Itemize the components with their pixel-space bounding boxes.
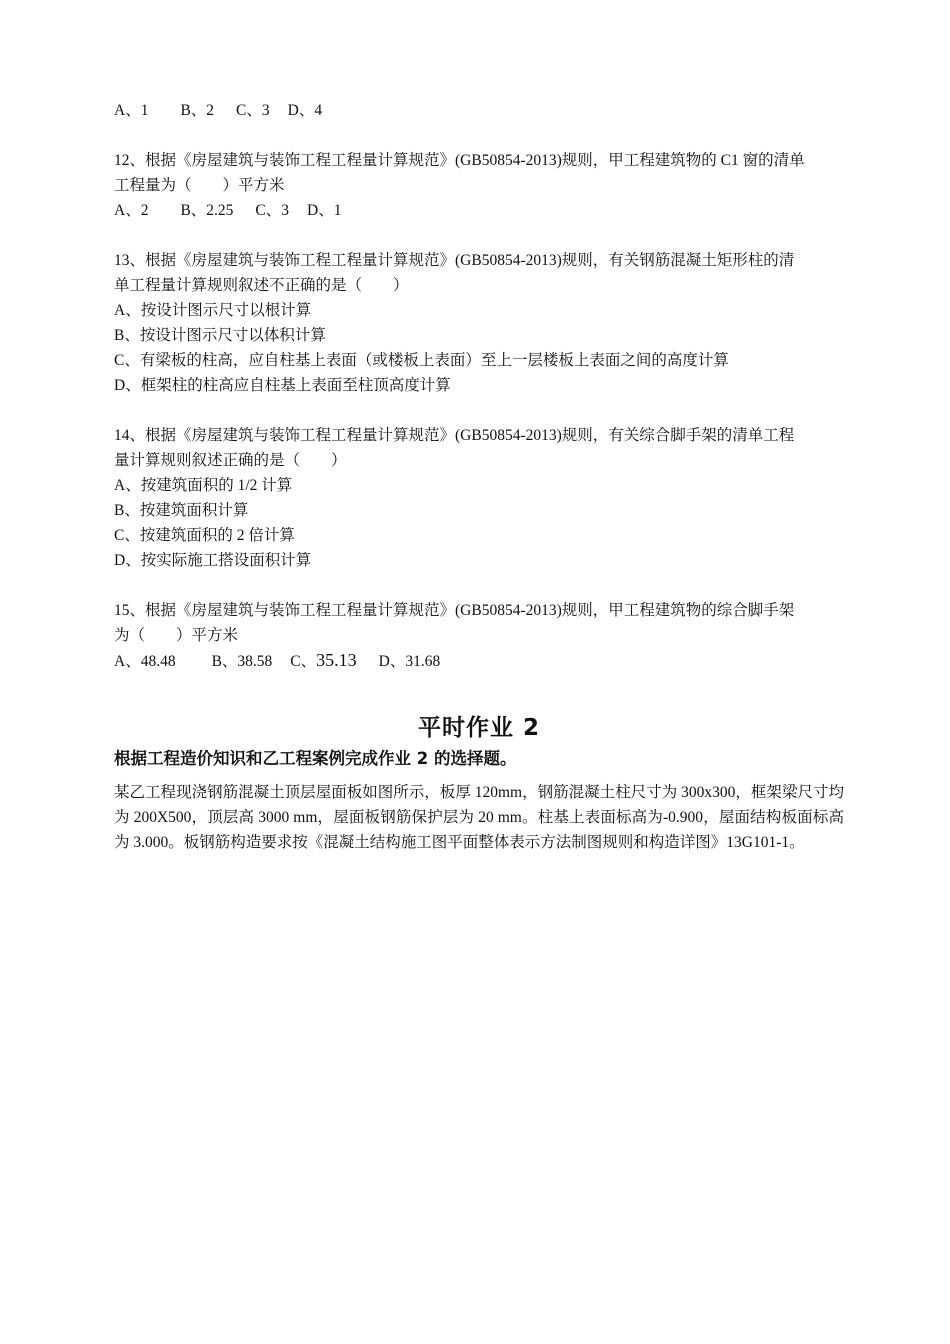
q13-option-d: D、框架柱的柱高应自柱基上表面至柱顶高度计算: [114, 377, 451, 394]
q15-option-d: D、31.68: [378, 653, 441, 670]
q15-options: [114, 648, 844, 674]
q15-stem-line1: 15、根据《房屋建筑与装饰工程工程量计算规范》(GB50854-2013)规则，甲工程建筑物的综合脚手架: [114, 602, 795, 619]
q14-option-a: A、按建筑面积的 1/2 计算: [114, 477, 293, 494]
document-page: [114, 98, 844, 855]
q14-option-d: D、按实际施工搭设面积计算: [114, 552, 312, 569]
q13-option-c: C、有梁板的柱高，应自柱基上表面（或楼板上表面）至上一层楼板上表面之间的高度计算: [114, 352, 729, 369]
q11-option-b: B、2: [180, 102, 215, 119]
q12-option-b: B、2.25: [180, 202, 234, 219]
q12-option-a: A、2: [114, 202, 149, 219]
q14-stem-line1: 14、根据《房屋建筑与装饰工程工程量计算规范》(GB50854-2013)规则，有关综合脚手架的清单工程: [114, 427, 795, 444]
q13-option-a: A、按设计图示尺寸以根计算: [114, 302, 312, 319]
q12-option-d: D、1: [307, 202, 342, 219]
q13-stem-line1: 13、根据《房屋建筑与装饰工程工程量计算规范》(GB50854-2013)规则，有关钢筋混凝土矩形柱的清: [114, 252, 795, 269]
q12-option-c: C、3: [255, 202, 290, 219]
q12-stem-line1: 12、根据《房屋建筑与装饰工程工程量计算规范》(GB50854-2013)规则，甲工程建筑物的 C1 窗的清单: [114, 152, 805, 169]
section-title: 平时作业 2: [417, 715, 540, 741]
q11-option-c: C、3: [236, 102, 270, 119]
q15-option-c-value: 35.13: [316, 650, 357, 670]
q14-option-c: C、按建筑面积的 2 倍计算: [114, 527, 295, 544]
q11-option-d: D、4: [287, 102, 323, 119]
q11-options: [114, 98, 844, 123]
q14-option-b: B、按建筑面积计算: [114, 502, 249, 519]
q14-stem-line2: 量计算规则叙述正确的是（ ）: [114, 452, 347, 469]
q11-option-a: A、1: [114, 102, 149, 119]
q15-option-b: B、38.58: [211, 653, 273, 670]
q13-stem-line2: 单工程量计算规则叙述不正确的是（ ）: [114, 277, 409, 294]
q15-option-c-label: C、: [290, 653, 317, 670]
q15-stem-line2: 为（ ）平方米: [114, 627, 239, 644]
q12-stem-line2: 工程量为（ ）平方米: [114, 177, 285, 194]
q12-options: [114, 198, 844, 223]
section-subtitle: 根据工程造价知识和乙工程案例完成作业 2 的选择题。: [114, 749, 517, 768]
case-paragraph: 某乙工程现浇钢筋混凝土顶层屋面板如图所示，板厚 120mm，钢筋混凝土柱尺寸为 300x300，框架梁尺寸均为 200X500，顶层高 3000 mm，屋面板钢筋保护层为 20 mm。柱基上表面标高为-0.900，屋面结构板面标高为 3.000。板钢筋构造要求按《混凝土结构施工图平面整体表示方法制图规则和构造详图》13G101-1。: [114, 784, 844, 851]
q15-option-a: A、48.48: [114, 653, 176, 670]
q13-option-b: B、按设计图示尺寸以体积计算: [114, 327, 326, 344]
